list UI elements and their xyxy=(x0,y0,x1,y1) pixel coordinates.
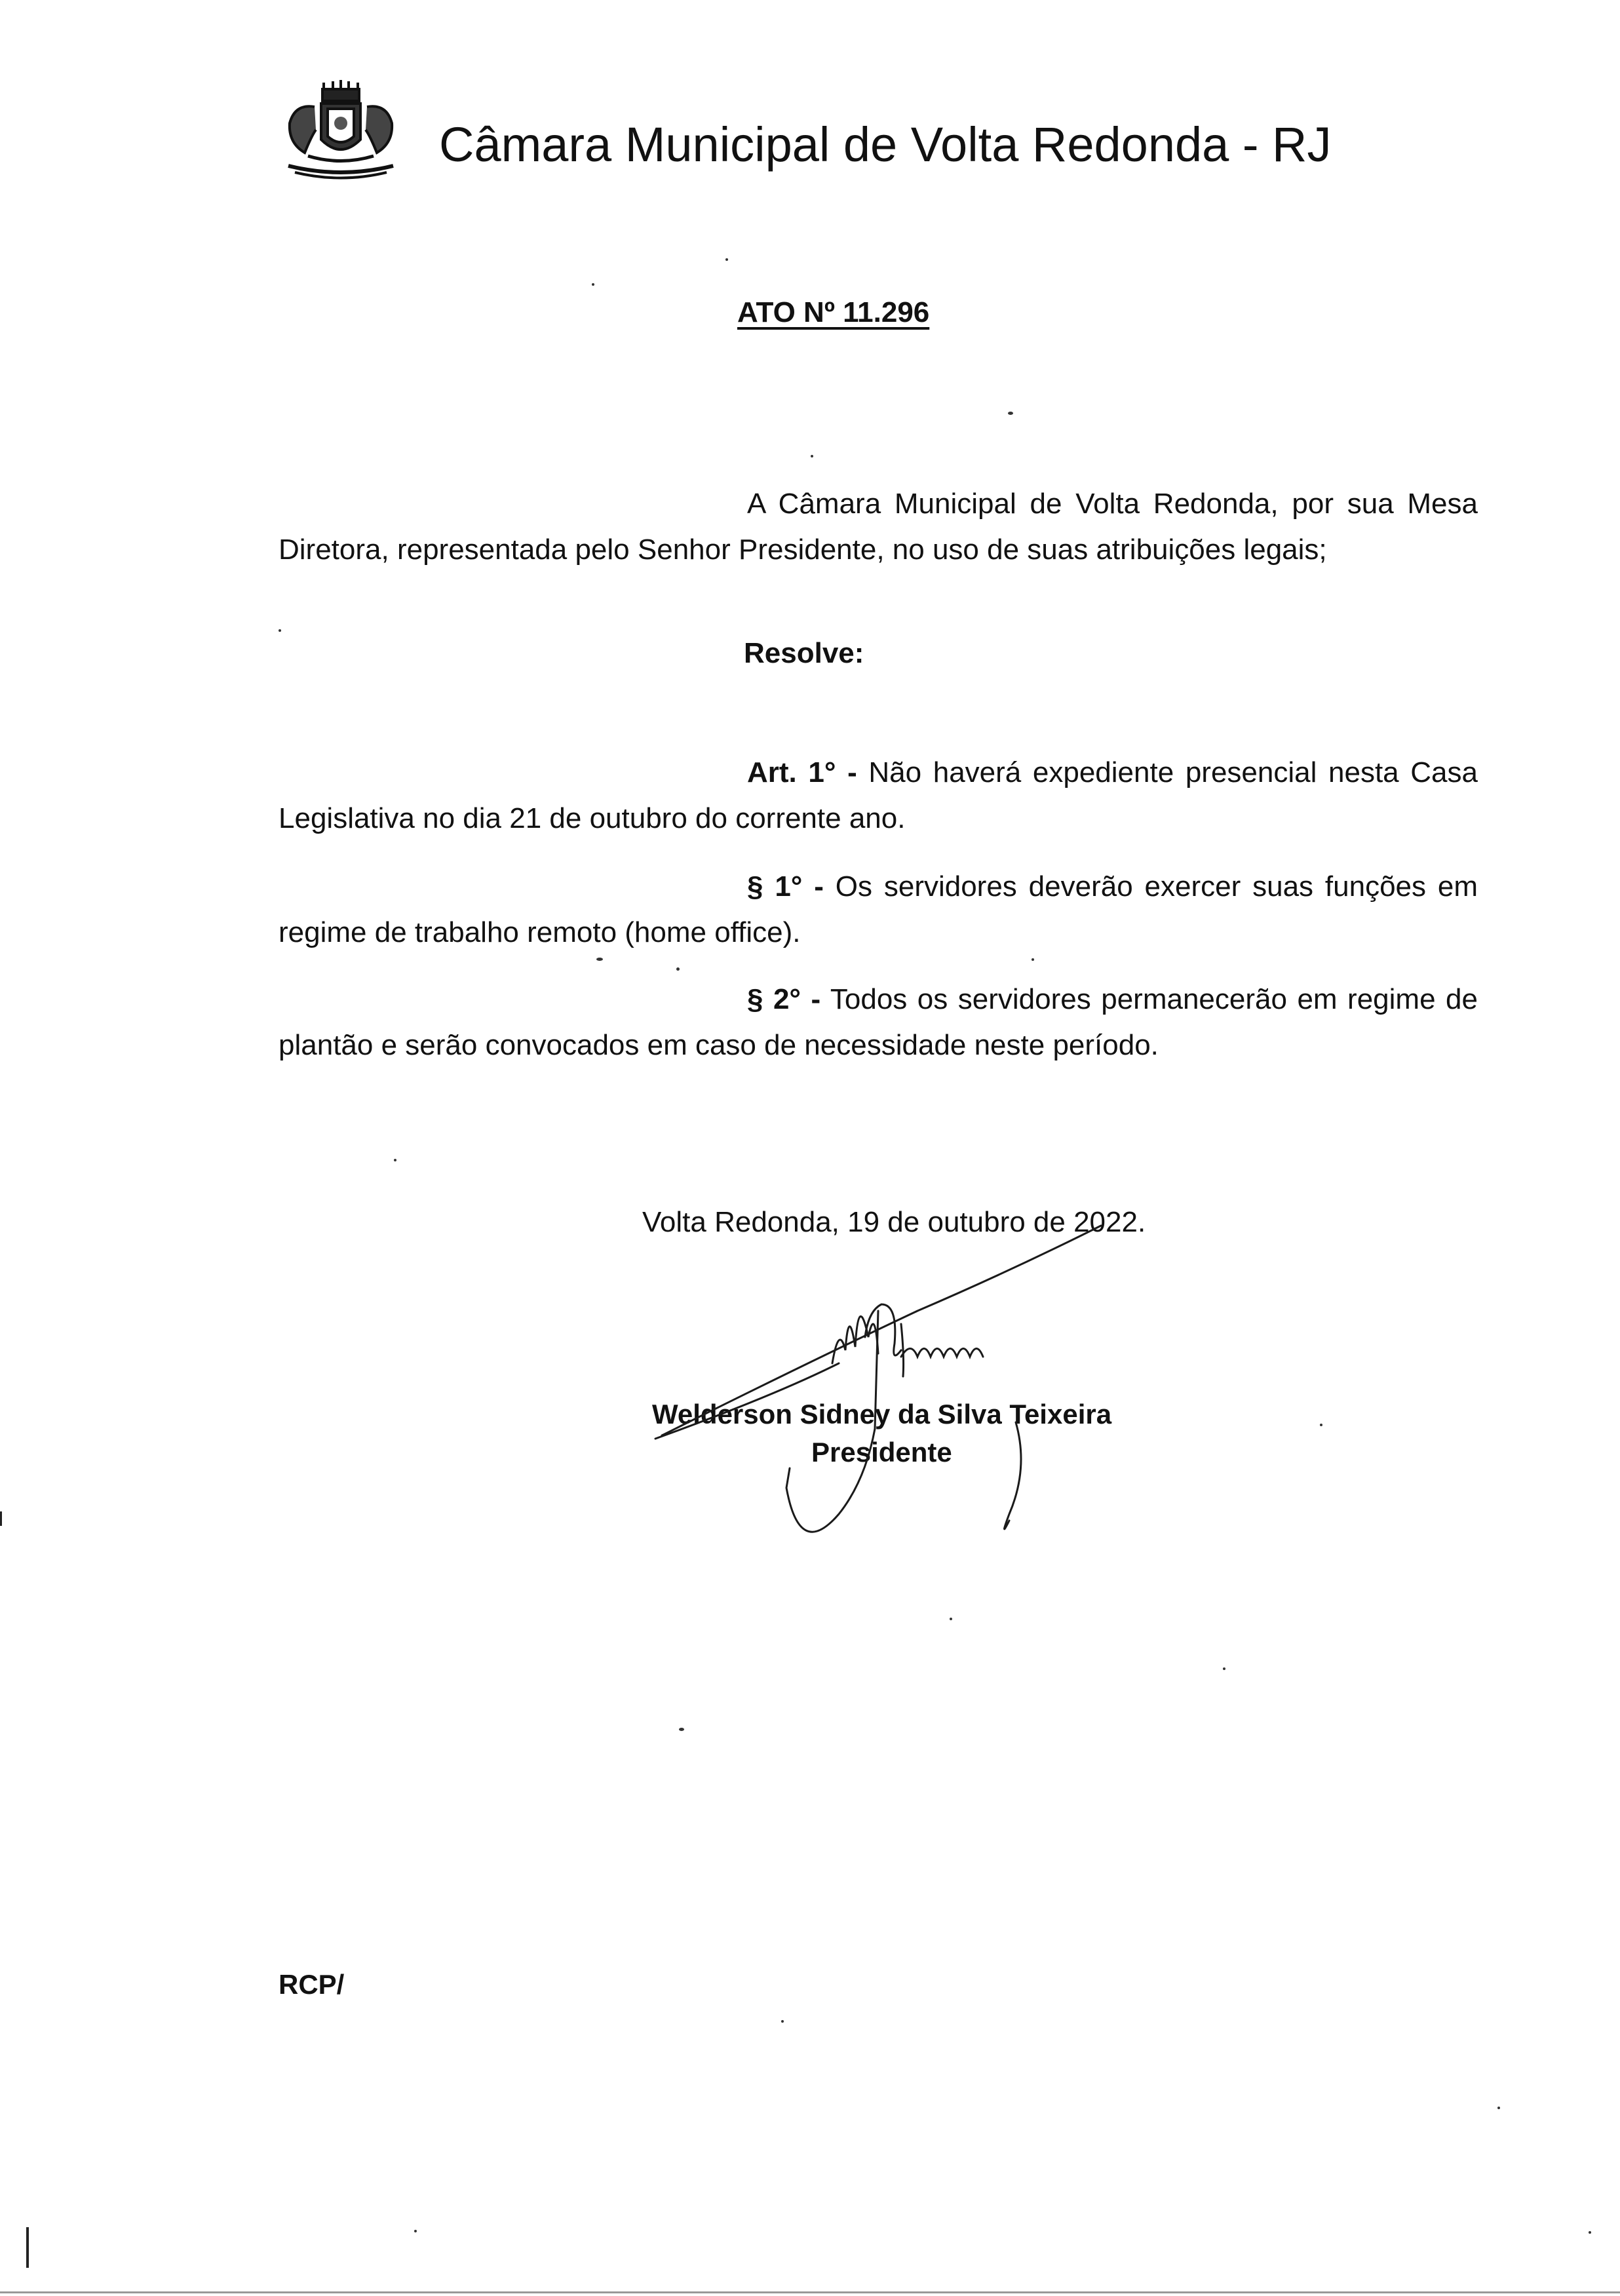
scan-speck xyxy=(1008,412,1013,415)
article-1-text: Não haverá expediente presencial nesta Casa xyxy=(868,756,1478,788)
scan-edge-mark xyxy=(26,2227,29,2268)
institution-title: Câmara Municipal de Volta Redonda - RJ xyxy=(439,117,1332,172)
date-line: Volta Redonda, 19 de outubro de 2022. xyxy=(642,1206,1146,1238)
scan-speck xyxy=(781,2020,784,2023)
scan-speck xyxy=(679,1728,684,1731)
scan-speck xyxy=(725,258,728,261)
scan-speck xyxy=(592,283,594,286)
preamble-paragraph xyxy=(279,481,1478,573)
paragraph-1-rest: regime de trabalho remoto (home office). xyxy=(279,916,801,948)
resolve-heading: Resolve: xyxy=(744,637,864,669)
handwritten-signature-icon xyxy=(642,1206,1140,1599)
coat-of-arms-icon xyxy=(275,77,406,189)
article-1-label: Art. 1° - xyxy=(747,756,857,788)
paragraph-1-text: Os servidores deverão exercer suas funções em xyxy=(835,870,1478,903)
paragraph-2-rest: plantão e serão convocados em caso de necessidade neste período. xyxy=(279,1029,1159,1061)
scan-speck xyxy=(1589,2231,1591,2234)
paragraph-2-label: § 2° - xyxy=(747,983,821,1015)
paragraph-1-first-line xyxy=(279,864,1478,910)
scan-bottom-edge xyxy=(0,2291,1620,2293)
article-1 xyxy=(279,750,1478,842)
preamble-rest: Diretora, representada pelo Senhor Presidente, no uso de suas atribuições legais; xyxy=(279,534,1327,566)
scan-speck xyxy=(950,1618,952,1620)
article-1-rest: Legislativa no dia 21 de outubro do corrente ano. xyxy=(279,802,906,834)
scan-speck xyxy=(1223,1667,1225,1670)
preamble-first-line: A Câmara Municipal de Volta Redonda, por sua Mesa xyxy=(747,488,1478,520)
scan-speck xyxy=(811,455,813,457)
reference-code: RCP/ xyxy=(279,1969,345,2000)
scan-speck xyxy=(414,2230,417,2232)
scan-speck xyxy=(279,629,281,632)
article-1-first-line xyxy=(279,750,1478,796)
paragraph-1-label: § 1° - xyxy=(747,870,824,903)
paragraph-2-first-line xyxy=(279,977,1478,1022)
act-number: ATO Nº 11.296 xyxy=(737,296,930,328)
paragraph-2 xyxy=(279,977,1478,1068)
paragraph-2-text: Todos os servidores permanecerão em regime de xyxy=(830,983,1478,1015)
scan-speck xyxy=(394,1159,396,1161)
paragraph-1 xyxy=(279,864,1478,956)
scan-edge-mark xyxy=(0,1511,2,1526)
scan-speck xyxy=(596,958,603,961)
signer-role: Presidente xyxy=(811,1437,952,1468)
signer-name: Welderson Sidney da Silva Teixeira xyxy=(652,1399,1112,1430)
scan-speck xyxy=(1032,958,1034,961)
scan-speck xyxy=(1320,1424,1322,1426)
scan-speck xyxy=(676,967,680,971)
scan-speck xyxy=(1497,2107,1500,2109)
